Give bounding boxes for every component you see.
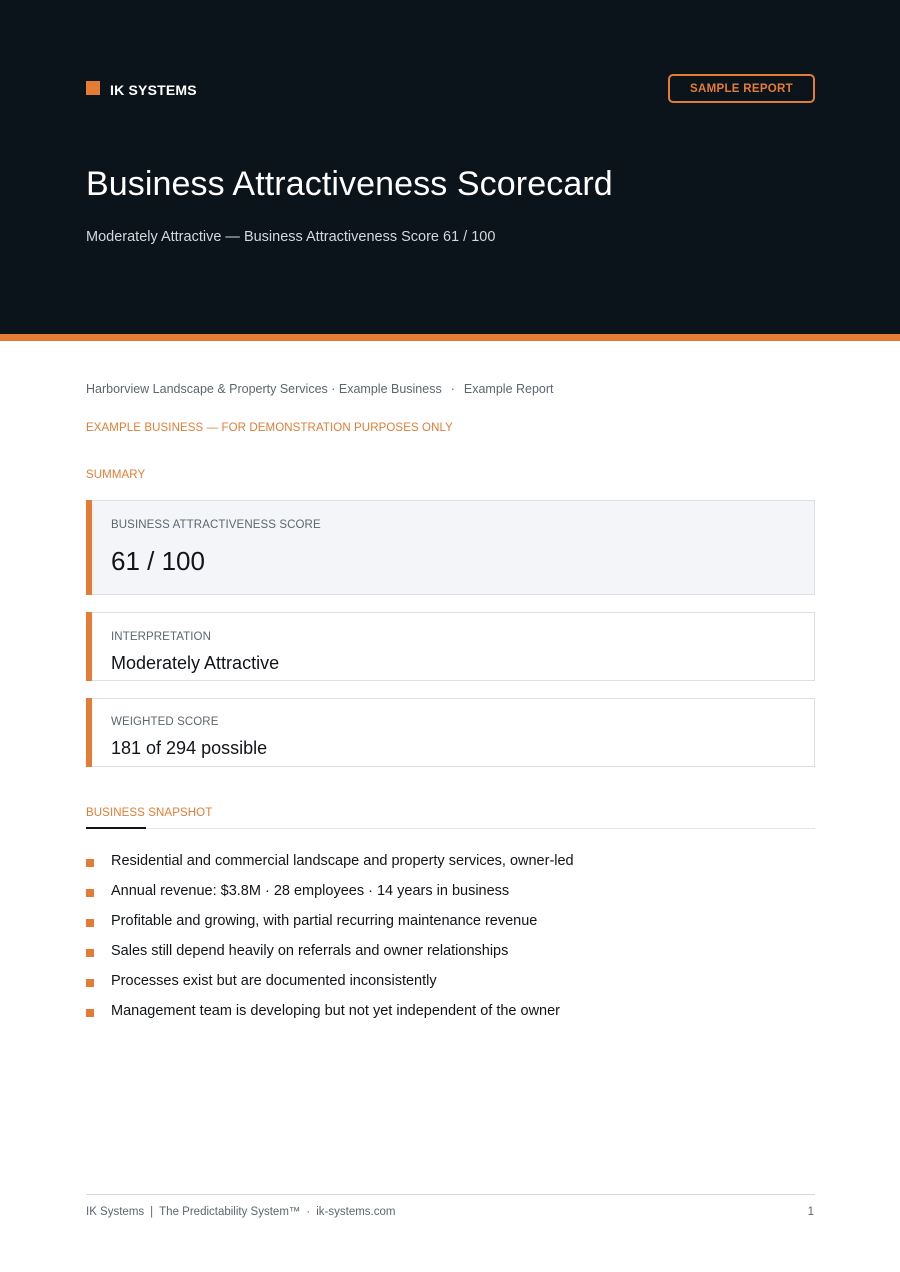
header-accent-bar: [0, 334, 900, 341]
list-item-text: Sales still depend heavily on referrals and owner relationships: [111, 943, 509, 959]
interpretation-card-label: INTERPRETATION: [111, 631, 212, 643]
list-item: [86, 846, 815, 876]
brand-name: IK SYSTEMS: [110, 82, 197, 98]
report-meta: [86, 382, 554, 396]
snapshot-divider: [86, 828, 815, 829]
snapshot-list: [86, 846, 815, 1026]
square-bullet-icon: [86, 979, 94, 987]
footer-divider-char: |: [150, 1206, 154, 1218]
square-bullet-icon: [86, 1009, 94, 1017]
footer-dot: ·: [306, 1206, 311, 1218]
snapshot-divider-accent: [86, 827, 146, 829]
weighted-score-card-value: 181 of 294 possible: [111, 738, 268, 758]
list-item: [86, 876, 815, 906]
interpretation-card: [86, 612, 815, 681]
report-subtitle: Moderately Attractive — Business Attractiveness Score 61 / 100: [86, 229, 496, 245]
list-item: [86, 936, 815, 966]
report-title: Business Attractiveness Scorecard: [86, 165, 613, 203]
list-item-text: Processes exist but are documented inconsistently: [111, 973, 437, 989]
weighted-score-card-label: WEIGHTED SCORE: [111, 716, 219, 728]
brand: [86, 80, 197, 96]
sample-report-badge: SAMPLE REPORT: [668, 74, 815, 103]
report-header: [0, 0, 900, 334]
list-item: [86, 996, 815, 1026]
report-type: Example Report: [463, 382, 554, 396]
list-item-text: Annual revenue: $3.8M · 28 employees · 14 years in business: [111, 883, 510, 899]
list-item-text: Management team is developing but not yet independent of the owner: [111, 1003, 560, 1019]
square-bullet-icon: [86, 889, 94, 897]
list-item: [86, 906, 815, 936]
footer-product: The Predictability System™: [159, 1206, 301, 1218]
snapshot-heading: BUSINESS SNAPSHOT: [86, 807, 213, 819]
weighted-score-card: [86, 698, 815, 767]
square-bullet-icon: [86, 919, 94, 927]
score-card-label: BUSINESS ATTRACTIVENESS SCORE: [111, 519, 321, 531]
demo-disclaimer: EXAMPLE BUSINESS — FOR DEMONSTRATION PURPOSES ONLY: [86, 422, 453, 434]
meta-separator: ·: [450, 382, 455, 396]
footer-divider: [86, 1194, 815, 1195]
summary-heading: SUMMARY: [86, 469, 146, 481]
footer-website-link[interactable]: ik-systems.com: [316, 1206, 396, 1218]
list-item-text: Residential and commercial landscape and property services, owner-led: [111, 853, 574, 869]
list-item: [86, 966, 815, 996]
square-bullet-icon: [86, 949, 94, 957]
interpretation-card-value: Moderately Attractive: [111, 653, 280, 673]
footer-info: [86, 1206, 395, 1218]
brand-mark-icon: [86, 81, 100, 95]
footer-company: IK Systems: [86, 1206, 145, 1218]
business-name: Harborview Landscape & Property Services · Example Business: [86, 382, 442, 396]
page-number: 1: [807, 1206, 814, 1218]
score-card-value: 61 / 100: [111, 546, 205, 576]
square-bullet-icon: [86, 859, 94, 867]
score-card: [86, 500, 815, 595]
list-item-text: Profitable and growing, with partial recurring maintenance revenue: [111, 913, 538, 929]
